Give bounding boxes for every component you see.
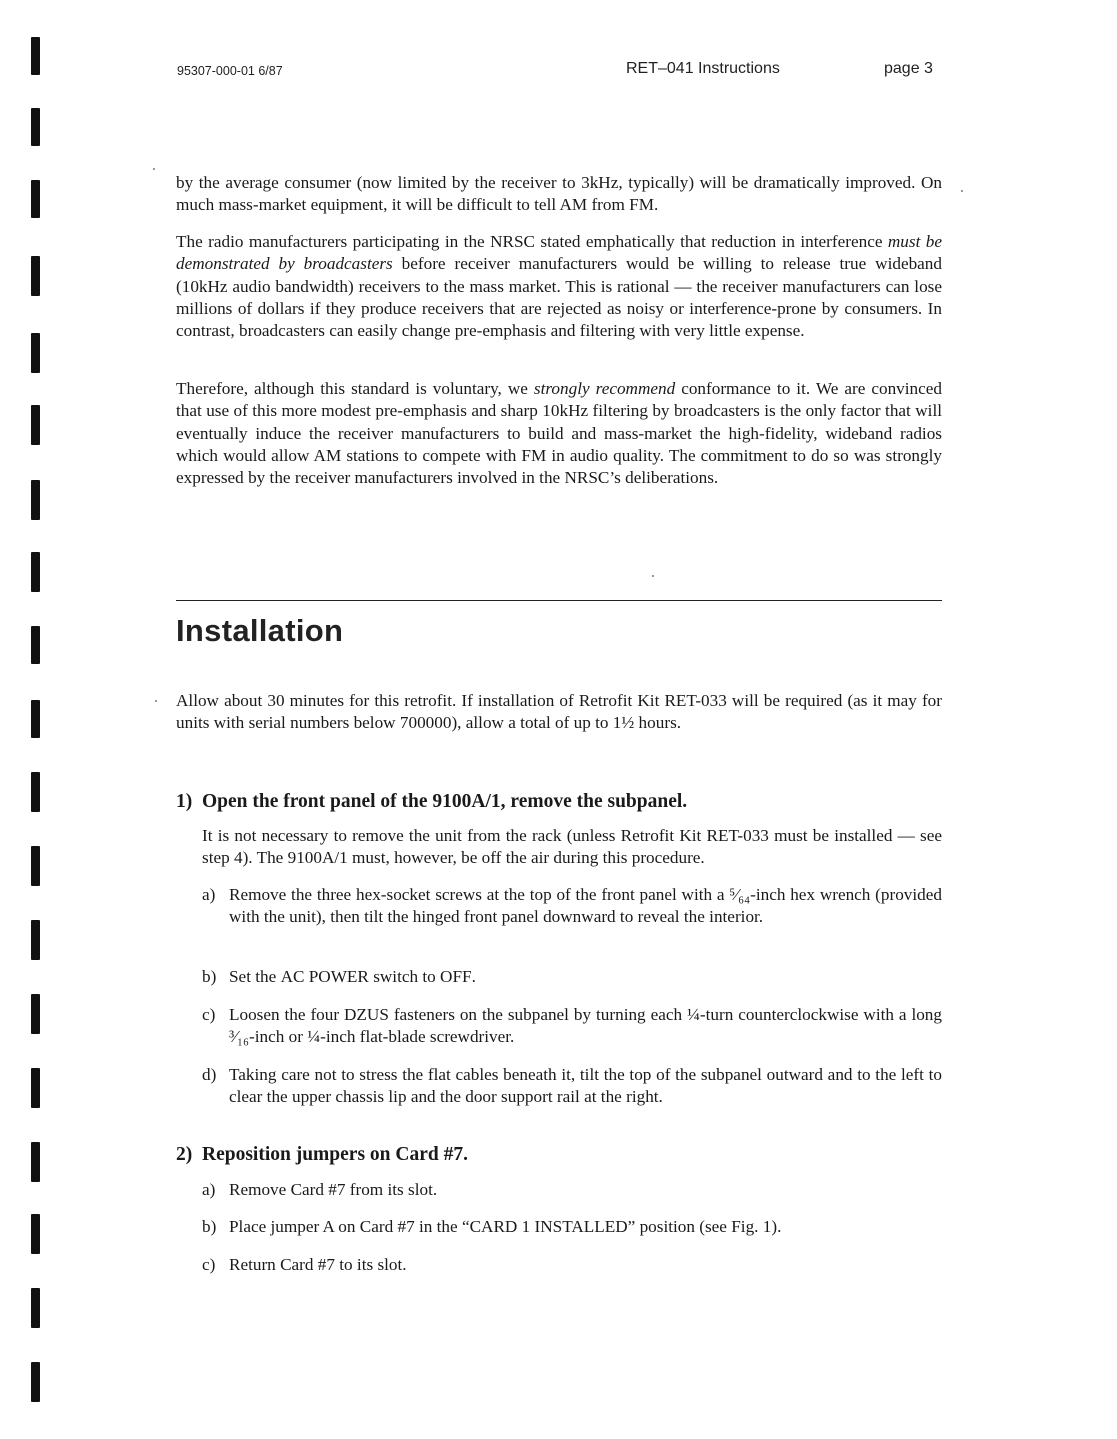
- binder-mark: [31, 180, 40, 218]
- step-heading-text: Reposition jumpers on Card #7.: [202, 1144, 468, 1165]
- step-number: 2): [176, 1144, 193, 1165]
- item-text: Remove the three hex-socket screws at the top of the front panel with a ⁵⁄₆₄-inch hex wrench (provided with the unit), then tilt the hinged front panel downward to reveal the interior.: [229, 885, 942, 927]
- binder-mark: [31, 772, 40, 812]
- item-label: c): [202, 1255, 216, 1274]
- step-heading-text: Open the front panel of the 9100A/1, remove the subpanel.: [202, 791, 688, 812]
- section-title: Installation: [176, 613, 344, 648]
- item-text: Place jumper A on Card #7 in the “CARD 1 INSTALLED” position (see Fig. 1).: [229, 1217, 782, 1236]
- emphasis: strongly recommend: [533, 379, 676, 398]
- binder-mark: [31, 1142, 40, 1182]
- item-text: Remove Card #7 from its slot.: [229, 1180, 438, 1199]
- step-1c: [202, 1004, 942, 1049]
- intro-paragraph-1: by the average consumer (now limited by the receiver to 3kHz, typically) will be dramatically improved. On much mass-market equipment, it will be difficult to tell AM from FM.: [176, 173, 942, 215]
- doc-title: RET–041 Instructions: [626, 60, 780, 77]
- step-2c: [202, 1254, 942, 1276]
- binder-mark: [31, 256, 40, 296]
- switch-state: OFF: [440, 967, 472, 986]
- step-number: 1): [176, 791, 193, 812]
- scan-speck: [961, 190, 963, 192]
- item-text: Taking care not to stress the flat cables beneath it, tilt the top of the subpanel outward and to the left to clear the upper chassis lip and the door support rail at the right.: [229, 1065, 942, 1107]
- item-label: a): [202, 885, 216, 904]
- step-1-body: It is not necessary to remove the unit from the rack (unless Retrofit Kit RET-033 must be installed — see step 4). The 9100A/1 must, however, be off the air during this procedure.: [202, 826, 942, 868]
- binder-mark: [31, 994, 40, 1034]
- binder-mark: [31, 108, 40, 146]
- binder-mark: [31, 1068, 40, 1108]
- text-span: before receiver manufacturers would be willing to release true wideband (10kHz audio bandwidth) receivers to the mass market. This is rational — the receiver manufacturers can lose millions of dollars if they produce receivers that are rejected as noisy or interference-prone by consumers. In contrast, broadcasters can easily change pre-emphasis and filtering with very little expense.: [176, 254, 942, 341]
- binder-mark: [31, 37, 40, 75]
- switch-name: AC POWER: [280, 967, 369, 986]
- intro-paragraph-2: [176, 231, 942, 342]
- step-2b: [202, 1216, 942, 1238]
- page-number: page 3: [884, 60, 933, 77]
- step-2-heading: [176, 1144, 468, 1166]
- item-label: b): [202, 1217, 217, 1236]
- step-1-heading: [176, 791, 687, 813]
- item-text: [229, 966, 942, 988]
- scan-speck: [153, 168, 155, 170]
- installation-intro: Allow about 30 minutes for this retrofit. If installation of Retrofit Kit RET-033 will be required (as it may for units with serial numbers below 700000), allow a total of up to 1½ hours.: [176, 691, 942, 733]
- item-label: d): [202, 1065, 217, 1084]
- binder-mark: [31, 333, 40, 373]
- text-span: switch to: [368, 967, 441, 986]
- binder-mark: [31, 480, 40, 520]
- item-label: c): [202, 1005, 216, 1024]
- binder-mark: [31, 1214, 40, 1254]
- item-text: Loosen the four DZUS fasteners on the subpanel by turning each ¼-turn counterclockwise with a long ³⁄₁₆-inch or ¼-inch flat-blade screwdriver.: [229, 1005, 942, 1047]
- item-text: Return Card #7 to its slot.: [229, 1255, 407, 1274]
- text-span: Set the: [229, 967, 281, 986]
- binder-mark: [31, 1288, 40, 1328]
- binder-mark: [31, 700, 40, 738]
- item-label: a): [202, 1180, 216, 1199]
- step-1d: [202, 1064, 942, 1109]
- binder-mark: [31, 405, 40, 445]
- text-span: conformance to it. We are convinced that use of this more modest pre-emphasis and sharp 10kHz filtering by broadcasters is the only factor that will eventually induce the receiver manufacturers to build and mass-market the high-fidelity, wideband radios which would allow AM stations to compete with FM in audio quality. The commitment to do so was strongly expressed by the receiver manufacturers involved in the NRSC’s deliberations.: [176, 379, 942, 488]
- scan-speck: [652, 575, 654, 577]
- doc-code: 95307-000-01 6/87: [177, 64, 283, 78]
- step-1a: [202, 884, 942, 929]
- step-2a: [202, 1179, 942, 1201]
- scan-speck: [155, 700, 157, 702]
- step-1b: [202, 966, 942, 988]
- section-divider: [176, 600, 942, 601]
- item-label: b): [202, 967, 217, 986]
- intro-paragraph-3: [176, 378, 942, 489]
- emphasis: must be demonstrated by broadcasters: [176, 232, 942, 274]
- text-span: .: [471, 967, 476, 986]
- text-span: Therefore, although this standard is voluntary, we: [176, 379, 534, 398]
- binder-mark: [31, 846, 40, 886]
- binder-mark: [31, 1362, 40, 1402]
- binder-mark: [31, 552, 40, 592]
- binder-mark: [31, 920, 40, 960]
- binder-mark: [31, 626, 40, 664]
- text-span: The radio manufacturers participating in the NRSC stated emphatically that reduction in interference: [176, 232, 888, 251]
